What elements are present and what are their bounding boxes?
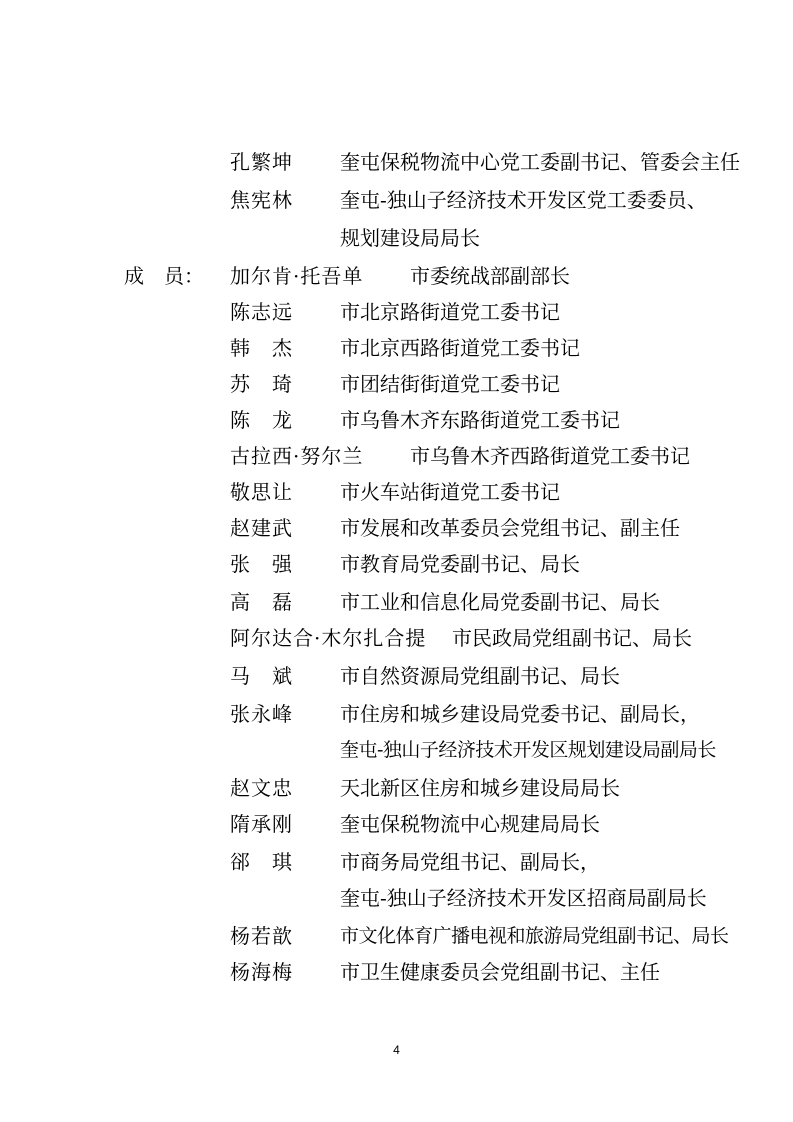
person-name: 韩 杰 <box>230 336 293 360</box>
person-role: 市北京西路街道党工委书记 <box>340 336 580 360</box>
person-role: 市乌鲁木齐东路街道党工委书记 <box>340 408 620 432</box>
person-name: 郤 琪 <box>230 850 293 874</box>
person-name: 张永峰 <box>230 702 293 726</box>
person-role: 市商务局党组书记、副局长， <box>340 850 600 874</box>
person-role: 市乌鲁木齐西路街道党工委书记 <box>410 444 690 468</box>
person-name: 陈 龙 <box>230 408 293 432</box>
person-role: 市委统战部副部长 <box>410 264 570 288</box>
person-role: 市教育局党委副书记、局长 <box>340 552 580 576</box>
person-role: 奎屯保税物流中心规建局局长 <box>340 812 600 836</box>
person-role: 市团结街街道党工委书记 <box>340 372 560 396</box>
person-name: 古拉西·努尔兰 <box>230 444 364 468</box>
person-role-continued: 奎屯-独山子经济技术开发区招商局副局长 <box>340 886 707 910</box>
person-role-continued: 奎屯-独山子经济技术开发区规划建设局副局长 <box>340 739 716 761</box>
person-name: 苏 琦 <box>230 372 293 396</box>
person-name: 赵建武 <box>230 516 293 540</box>
person-role: 奎屯-独山子经济技术开发区党工委委员、 <box>340 188 707 212</box>
person-role: 奎屯保税物流中心党工委副书记、管委会主任 <box>340 150 740 174</box>
person-name: 陈志远 <box>230 300 293 324</box>
person-name: 加尔肯·托吾单 <box>230 264 364 288</box>
person-name: 孔繁坤 <box>230 150 293 174</box>
person-name: 张 强 <box>230 552 293 576</box>
person-name: 杨若歆 <box>230 924 293 948</box>
person-name: 高 磊 <box>230 590 293 614</box>
person-name: 焦宪林 <box>230 188 293 212</box>
person-role: 市发展和改革委员会党组书记、副主任 <box>340 516 680 540</box>
person-name: 马 斌 <box>230 664 293 688</box>
person-name: 阿尔达合·木尔扎合提 <box>230 626 427 650</box>
person-name: 杨海梅 <box>230 960 293 984</box>
person-role: 市民政局党组副书记、局长 <box>452 626 692 650</box>
person-role: 市自然资源局党组副书记、局长 <box>340 664 620 688</box>
members-label: 成 员： <box>124 264 204 288</box>
person-role: 市住房和城乡建设局党委书记、副局长， <box>340 702 700 726</box>
person-name: 隋承刚 <box>230 812 293 836</box>
person-role-continued: 规划建设局局长 <box>340 226 480 250</box>
person-role: 市工业和信息化局党委副书记、局长 <box>340 590 660 614</box>
person-name: 敬思让 <box>230 480 293 504</box>
person-role: 市文化体育广播电视和旅游局党组副书记、局长 <box>340 925 729 947</box>
person-role: 市卫生健康委员会党组副书记、主任 <box>340 960 660 984</box>
person-role: 市火车站街道党工委书记 <box>340 480 560 504</box>
page-number: 4 <box>393 1043 400 1057</box>
person-role: 天北新区住房和城乡建设局局长 <box>340 776 620 800</box>
person-name: 赵文忠 <box>230 776 293 800</box>
person-role: 市北京路街道党工委书记 <box>340 300 560 324</box>
